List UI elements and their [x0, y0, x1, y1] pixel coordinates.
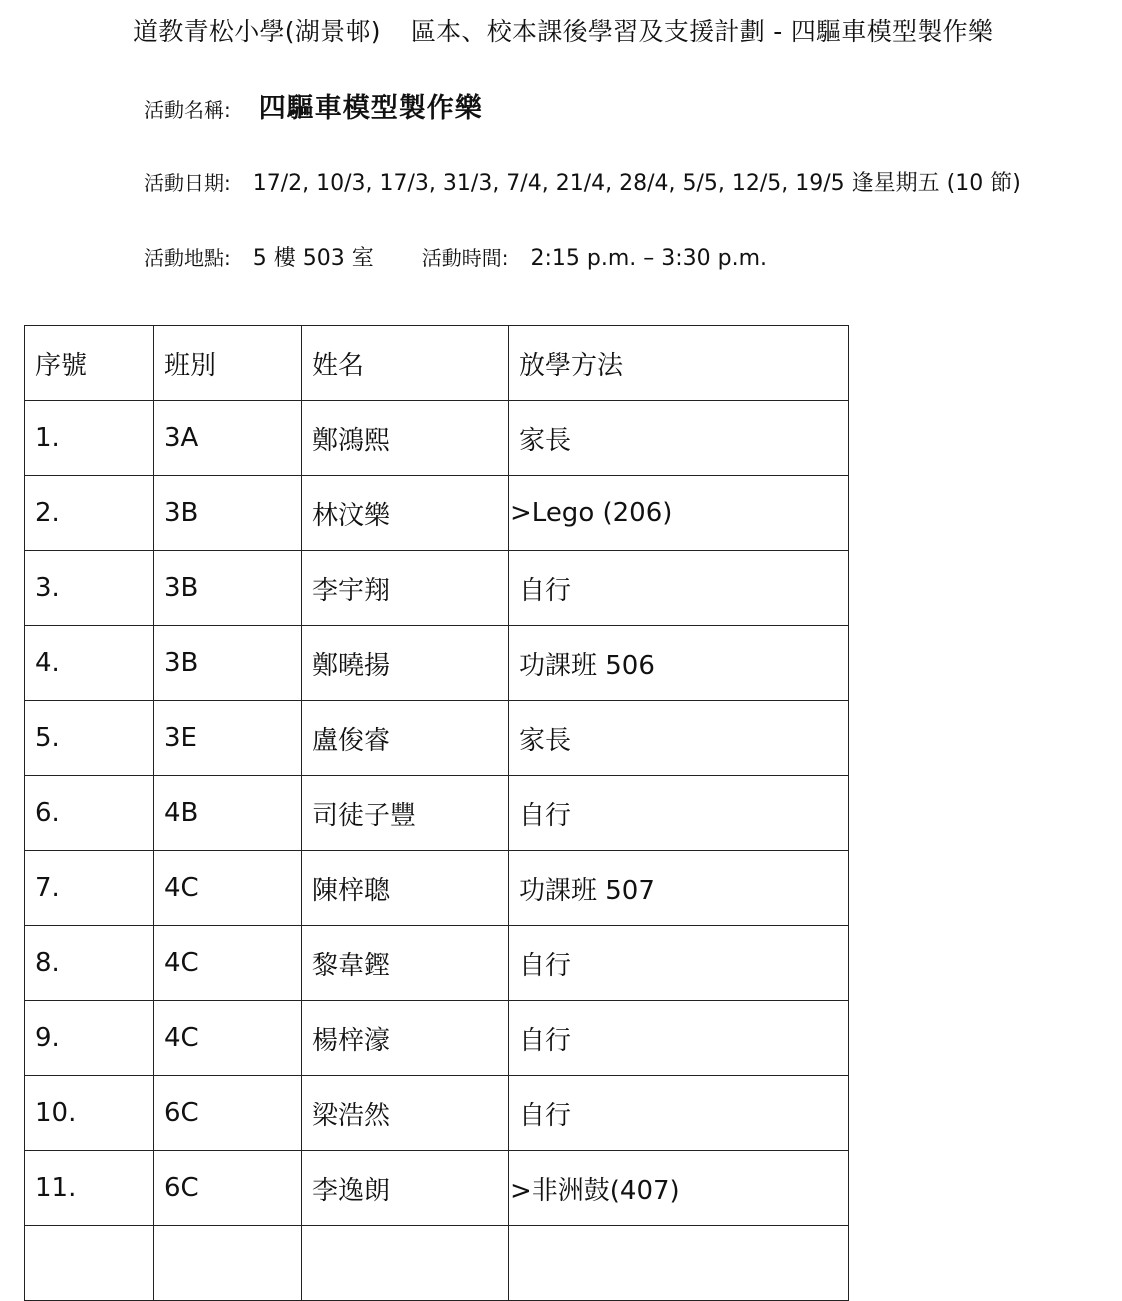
row-number: 10.	[25, 1076, 154, 1151]
row-name: 李逸朗	[302, 1151, 509, 1226]
row-name: 鄭曉揚	[302, 626, 509, 701]
student-roster-table	[24, 325, 849, 1301]
table-row-cutoff	[25, 1226, 849, 1301]
row-dismissal: 自行	[509, 776, 849, 851]
row-name: 李宇翔	[302, 551, 509, 626]
row-number: 6.	[25, 776, 154, 851]
row-dismissal	[509, 1226, 849, 1301]
row-class: 3B	[154, 551, 302, 626]
row-dismissal: 功課班 506	[509, 626, 849, 701]
table-row	[25, 476, 849, 551]
table-row	[25, 926, 849, 1001]
row-dismissal: 自行	[509, 1076, 849, 1151]
table-row	[25, 701, 849, 776]
table-row	[25, 401, 849, 476]
row-name: 黎韋鏗	[302, 926, 509, 1001]
row-class: 4B	[154, 776, 302, 851]
activity-name-value: 四驅車模型製作樂	[258, 93, 483, 124]
row-number: 5.	[25, 701, 154, 776]
row-name: 司徒子豐	[302, 776, 509, 851]
header-name: 姓名	[302, 326, 509, 401]
row-number: 4.	[25, 626, 154, 701]
row-class: 3B	[154, 626, 302, 701]
row-number	[25, 1226, 154, 1301]
row-class: 4C	[154, 926, 302, 1001]
activity-time-value: 2:15 p.m. – 3:30 p.m.	[530, 246, 768, 271]
header-dismissal: 放學方法	[509, 326, 849, 401]
row-number: 2.	[25, 476, 154, 551]
row-name: 鄭鴻熙	[302, 401, 509, 476]
row-name: 楊梓濠	[302, 1001, 509, 1076]
row-dismissal: >非洲鼓(407)	[509, 1151, 849, 1226]
header-class: 班別	[154, 326, 302, 401]
row-class: 3A	[154, 401, 302, 476]
row-dismissal: 家長	[509, 701, 849, 776]
row-class: 4C	[154, 1001, 302, 1076]
row-number: 11.	[25, 1151, 154, 1226]
row-number: 1.	[25, 401, 154, 476]
table-header-row	[25, 326, 849, 401]
row-class: 6C	[154, 1076, 302, 1151]
row-class: 4C	[154, 851, 302, 926]
activity-time-label: 活動時間:	[421, 246, 509, 270]
row-dismissal: 自行	[509, 1001, 849, 1076]
page-title	[133, 12, 993, 48]
table-row	[25, 551, 849, 626]
row-name: 陳梓聰	[302, 851, 509, 926]
row-dismissal: 自行	[509, 551, 849, 626]
row-number: 7.	[25, 851, 154, 926]
row-name: 盧俊睿	[302, 701, 509, 776]
table-row	[25, 1001, 849, 1076]
activity-name-line	[144, 86, 483, 125]
row-number: 9.	[25, 1001, 154, 1076]
row-class: 3E	[154, 701, 302, 776]
row-number: 3.	[25, 551, 154, 626]
table-row	[25, 776, 849, 851]
row-name: 梁浩然	[302, 1076, 509, 1151]
row-dismissal: 功課班 507	[509, 851, 849, 926]
activity-location-label: 活動地點:	[144, 246, 231, 270]
activity-date-label: 活動日期:	[144, 171, 231, 195]
table-row	[25, 1076, 849, 1151]
row-dismissal: >Lego (206)	[509, 476, 849, 551]
activity-location-value: 5 樓 503 室	[252, 246, 374, 271]
row-class: 6C	[154, 1151, 302, 1226]
activity-date-value: 17/2, 10/3, 17/3, 31/3, 7/4, 21/4, 28/4, 5/5, 12/5, 19/5 逢星期五 (10 節)	[252, 171, 1021, 196]
table-row	[25, 1151, 849, 1226]
table-row	[25, 851, 849, 926]
activity-name-label: 活動名稱:	[144, 98, 231, 122]
activity-location-line	[144, 241, 767, 272]
row-class: 3B	[154, 476, 302, 551]
row-dismissal: 家長	[509, 401, 849, 476]
program-name: 區本、校本課後學習及支援計劃 - 四驅車模型製作樂	[410, 17, 994, 46]
row-number: 8.	[25, 926, 154, 1001]
table-row	[25, 626, 849, 701]
school-name: 道教青松小學(湖景邨)	[133, 17, 381, 46]
row-name	[302, 1226, 509, 1301]
row-dismissal: 自行	[509, 926, 849, 1001]
activity-date-line	[144, 166, 1021, 197]
row-name: 林汶樂	[302, 476, 509, 551]
row-class	[154, 1226, 302, 1301]
header-number: 序號	[25, 326, 154, 401]
